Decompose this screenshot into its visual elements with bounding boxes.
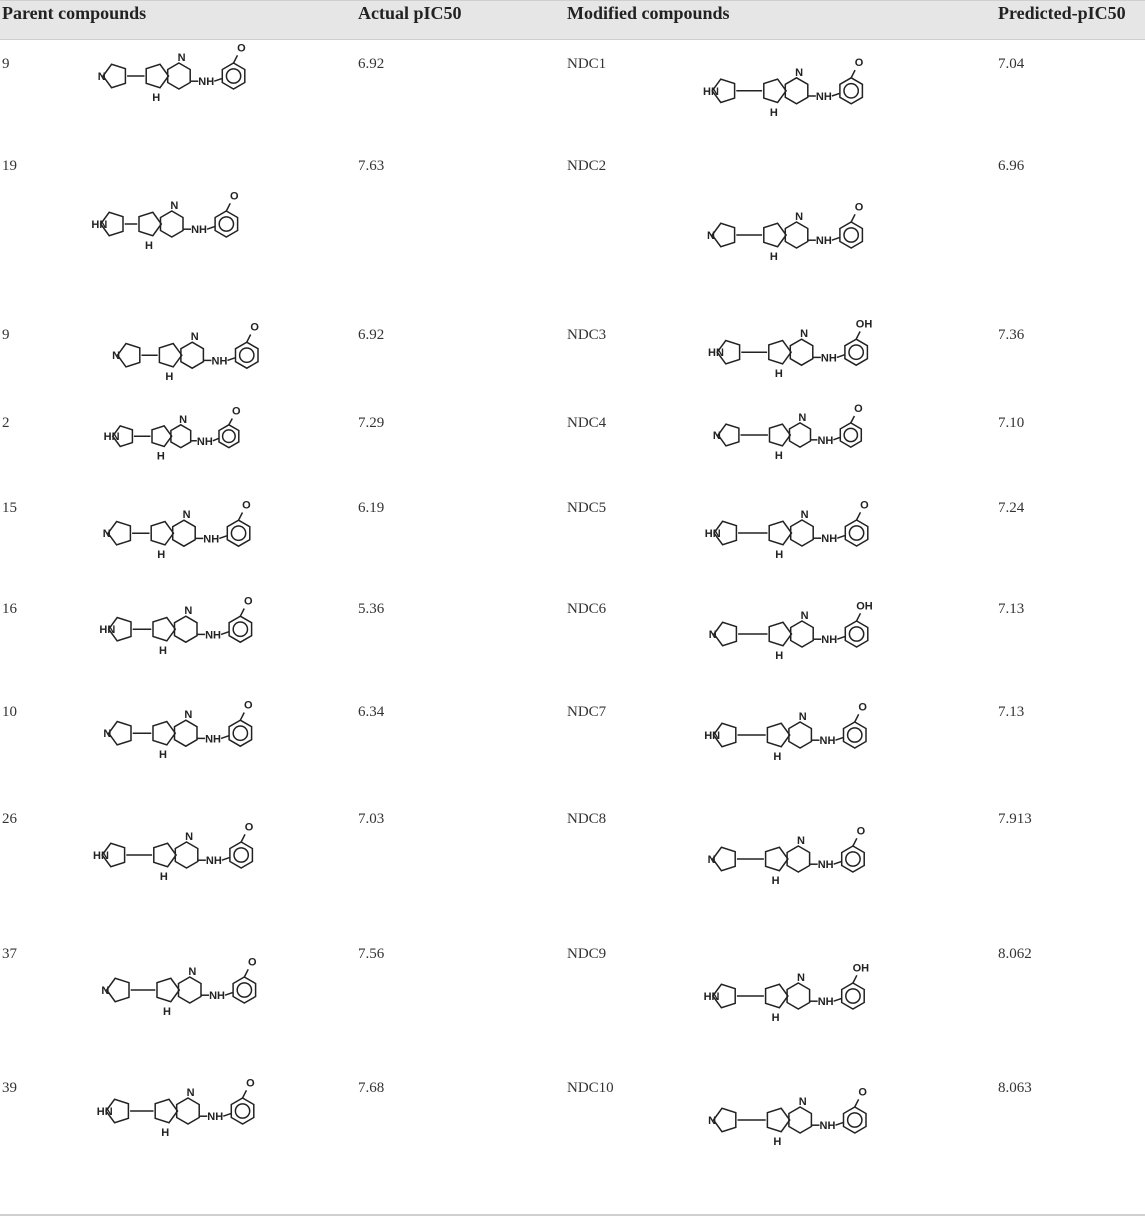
aromatic-circle [240, 348, 254, 362]
pyrrole-ring [770, 424, 791, 446]
bond [247, 335, 251, 343]
pyridine-ring [177, 1098, 200, 1124]
pyrrole-h-label: H [156, 450, 165, 463]
pyridine-n-label: N [800, 328, 809, 341]
header-modified-compounds: Modified compounds [567, 3, 730, 23]
bond [241, 834, 245, 842]
predicted-pic50-value: 7.913 [998, 811, 1032, 827]
parent-compound-id: 37 [2, 946, 17, 962]
pyrazole-ring [103, 64, 125, 87]
parent-compound-id: 26 [2, 811, 17, 827]
parent-compound-id: 39 [2, 1080, 17, 1096]
pyrrole-h-label: H [771, 875, 780, 887]
substituent-label: OH [856, 600, 873, 613]
aromatic-circle [233, 622, 247, 636]
pyrrole-h-label: H [774, 450, 783, 463]
actual-pic50-value: 5.36 [358, 601, 385, 617]
modified-compound-id: NDC6 [567, 601, 607, 617]
modified-structure [700, 1066, 915, 1156]
modified-compound-id: NDC1 [567, 56, 607, 72]
pyrazole-n-label: HN [704, 528, 721, 540]
modified-compound-id: NDC2 [567, 158, 607, 174]
substituent-label: O [244, 821, 254, 834]
aromatic-circle [844, 228, 858, 242]
nh-linker-label: NH [821, 533, 838, 546]
actual-pic50-value: 6.34 [358, 704, 385, 720]
substituent-label: O [242, 499, 251, 512]
predicted-pic50-value: 7.24 [998, 500, 1025, 516]
pyrrole-ring [155, 1099, 177, 1122]
pyridine-n-label: N [182, 509, 191, 522]
substituent-label: O [856, 825, 866, 838]
substituent-label: OH [855, 318, 873, 331]
pyridine-n-label: N [795, 66, 804, 79]
pyrrole-ring [153, 618, 175, 641]
pyrazole-ring [713, 847, 735, 870]
actual-pic50-value: 6.92 [358, 56, 385, 72]
pyrrole-h-label: H [773, 751, 782, 763]
pyridine-ring [181, 342, 204, 368]
pyridine-ring [791, 621, 814, 647]
pyrrole-h-label: H [769, 251, 778, 263]
modified-structure [700, 38, 905, 126]
pyridine-ring [791, 520, 814, 546]
aromatic-circle [846, 989, 860, 1003]
predicted-pic50-value: 8.063 [998, 1080, 1032, 1096]
bond [834, 999, 842, 1002]
aromatic-circle [219, 217, 233, 231]
aromatic-circle [849, 627, 863, 641]
parent-structure [99, 592, 275, 658]
bond [243, 1090, 247, 1098]
substituent-label: O [246, 1077, 255, 1090]
substituent-label: O [860, 499, 869, 512]
pyrrole-h-label: H [157, 549, 166, 562]
parent-structure [110, 318, 275, 384]
pyridine-ring [175, 842, 198, 868]
pyrazole-n-label: N [708, 629, 717, 641]
modified-structure [700, 930, 910, 1040]
substituent-label: O [243, 699, 253, 712]
substituent-label: O [232, 405, 241, 418]
bond [837, 637, 845, 640]
predicted-pic50-value: 7.13 [998, 601, 1025, 617]
nh-linker-label: NH [211, 355, 228, 368]
bond [835, 1123, 843, 1126]
nh-linker-label: NH [203, 533, 220, 546]
predicted-pic50-value: 7.36 [998, 327, 1025, 343]
pyridine-ring [175, 616, 198, 642]
substituent-label: O [229, 190, 239, 203]
pyridine-n-label: N [185, 831, 194, 843]
pyrazole-n-label: HN [704, 730, 721, 742]
modified-structure [705, 315, 910, 381]
bond [221, 632, 229, 635]
nh-linker-label: NH [819, 735, 836, 748]
parent-structure [100, 490, 270, 562]
nh-linker-label: NH [817, 996, 834, 1009]
pyrrole-ring [159, 344, 181, 367]
parent-compound-id: 9 [2, 327, 10, 343]
pyrazole-n-label: HN [93, 850, 109, 862]
pyridine-n-label: N [177, 52, 186, 64]
pyrrole-h-label: H [773, 1136, 782, 1148]
pyridine-n-label: N [800, 610, 809, 622]
nh-linker-label: NH [820, 352, 837, 365]
pyrazole-ring [714, 1108, 736, 1131]
actual-pic50-value: 7.56 [358, 946, 385, 962]
pyrrole-ring [766, 847, 788, 870]
pyrrole-h-label: H [165, 371, 174, 384]
bond [851, 214, 855, 222]
pyrazole-n-label: HN [103, 431, 120, 444]
pyridine-n-label: N [184, 605, 193, 618]
pyridine-ring [171, 425, 191, 448]
actual-pic50-value: 7.03 [358, 811, 385, 827]
bond [229, 418, 232, 424]
table-header [0, 0, 1145, 40]
bond [221, 736, 229, 739]
pyridine-ring [790, 339, 813, 365]
pyrazole-n-label: N [712, 430, 721, 442]
pyrrole-ring [766, 984, 788, 1007]
substituent-label: OH [852, 962, 870, 975]
header-actual-pic50: Actual pIC50 [358, 3, 462, 23]
aromatic-circle [237, 983, 251, 997]
pyrrole-ring [767, 723, 789, 746]
predicted-pic50-value: 7.10 [998, 415, 1025, 431]
bond [226, 203, 230, 211]
substituent-label: O [243, 595, 253, 608]
parent-structure [95, 1066, 290, 1141]
actual-pic50-value: 7.29 [358, 415, 385, 431]
pyrazole-ring [714, 622, 736, 645]
pyrrole-h-label: H [159, 871, 168, 883]
bond [244, 969, 248, 977]
substituent-label: O [854, 201, 864, 214]
pyrrole-h-label: H [152, 92, 161, 104]
pyridine-n-label: N [798, 711, 807, 723]
bond [213, 438, 219, 440]
nh-linker-label: NH [198, 76, 215, 89]
pyrazole-n-label: HN [703, 991, 720, 1003]
pyridine-n-label: N [800, 509, 809, 521]
modified-compound-id: NDC3 [567, 327, 607, 343]
bond [207, 227, 215, 230]
pyrazole-ring [108, 522, 130, 545]
modified-structure [700, 488, 920, 563]
aromatic-circle [849, 526, 863, 540]
bond [837, 355, 845, 358]
aromatic-circle [223, 430, 236, 443]
parent-structure [103, 405, 260, 463]
pyridine-n-label: N [179, 413, 188, 426]
bond [833, 437, 840, 439]
actual-pic50-value: 7.63 [358, 158, 385, 174]
predicted-pic50-value: 7.04 [998, 56, 1025, 72]
bond [225, 993, 233, 996]
parent-compound-id: 16 [2, 601, 17, 617]
pyridine-ring [173, 520, 196, 546]
pyrrole-h-label: H [159, 749, 167, 762]
pyrazole-n-label: N [708, 1115, 717, 1127]
pyrazole-n-label: N [97, 71, 106, 83]
pyrazole-n-label: N [101, 985, 110, 997]
pyridine-ring [175, 720, 198, 746]
pyridine-ring [787, 983, 810, 1009]
bond [219, 536, 227, 539]
pyridine-ring [168, 63, 191, 89]
aromatic-circle [844, 84, 858, 98]
pyrrole-h-label: H [145, 240, 153, 252]
aromatic-circle [846, 852, 860, 866]
parent-structure [100, 696, 275, 762]
bond [834, 862, 842, 865]
nh-linker-label: NH [819, 1120, 836, 1133]
modified-compound-id: NDC10 [567, 1080, 614, 1096]
pyrrole-ring [157, 978, 179, 1001]
pyrazole-n-label: N [112, 350, 121, 363]
pyrazole-n-label: HN [99, 624, 116, 637]
bond [855, 1099, 859, 1107]
modified-structure [705, 402, 910, 463]
actual-pic50-value: 6.19 [358, 500, 385, 516]
pyrazole-n-label: HN [708, 347, 724, 360]
pyrrole-ring [764, 79, 786, 102]
aromatic-circle [844, 428, 857, 441]
bond [856, 332, 860, 340]
parent-compound-id: 10 [2, 704, 17, 720]
pyrrole-h-label: H [775, 650, 784, 662]
aromatic-circle [231, 526, 245, 540]
pyrrole-ring [154, 843, 176, 866]
modified-compound-id: NDC4 [567, 415, 607, 431]
modified-compound-id: NDC8 [567, 811, 607, 827]
pyridine-n-label: N [795, 211, 804, 223]
pyridine-ring [785, 78, 808, 104]
substituent-label: O [854, 57, 864, 70]
parent-compound-id: 19 [2, 158, 17, 174]
pyrrole-ring [764, 223, 786, 246]
substituent-label: O [858, 701, 867, 714]
actual-pic50-value: 7.68 [358, 1080, 385, 1096]
nh-linker-label: NH [191, 224, 207, 237]
aromatic-circle [849, 345, 863, 359]
bond [857, 512, 861, 520]
pyrrole-ring [146, 64, 168, 87]
substituent-label: O [237, 42, 246, 55]
table-bottom-rule [0, 1214, 1145, 1216]
pyridine-ring [179, 977, 202, 1003]
pyrrole-h-label: H [161, 1127, 170, 1139]
bond [223, 1114, 231, 1117]
bond [214, 79, 222, 82]
pyridine-n-label: N [186, 1087, 195, 1099]
bond [832, 93, 840, 96]
pyrrole-h-label: H [771, 1012, 780, 1024]
pyridine-ring [787, 846, 810, 872]
pyridine-n-label: N [798, 1096, 807, 1108]
pyrazole-ring [712, 223, 734, 246]
pyrrole-h-label: H [163, 1006, 171, 1018]
bond [227, 358, 235, 361]
pyrrole-ring [152, 426, 172, 447]
bond [832, 238, 840, 241]
pyridine-n-label: N [188, 966, 197, 978]
predicted-pic50-value: 6.96 [998, 158, 1025, 174]
parent-structure [95, 930, 295, 1030]
aromatic-circle [848, 1113, 862, 1127]
pyrrole-h-label: H [159, 645, 167, 658]
pyrazole-n-label: N [707, 854, 716, 866]
pyridine-n-label: N [796, 835, 805, 847]
nh-linker-label: NH [207, 1111, 224, 1124]
aromatic-circle [848, 728, 862, 742]
header-parent-compounds: Parent compounds [2, 3, 147, 23]
predicted-pic50-value: 8.062 [998, 946, 1032, 962]
bond [853, 838, 857, 846]
pyrrole-ring [151, 522, 173, 545]
pyrazole-n-label: N [102, 528, 111, 541]
nh-linker-label: NH [196, 435, 213, 448]
header-predicted-pic50: Predicted-pIC50 [998, 3, 1126, 23]
pyrazole-ring [718, 424, 739, 446]
pyridine-ring [790, 423, 811, 447]
pyrazole-ring [107, 978, 129, 1001]
modified-structure [700, 696, 915, 761]
pyrazole-n-label: HN [703, 85, 719, 98]
pyridine-n-label: N [796, 972, 805, 984]
pyridine-n-label: N [798, 411, 807, 424]
substituent-label: O [247, 956, 257, 969]
aromatic-circle [235, 1104, 249, 1118]
pyrrole-ring [769, 341, 791, 364]
nh-linker-label: NH [815, 235, 832, 248]
bond [851, 416, 855, 423]
pyrazole-ring [118, 344, 140, 367]
pyridine-ring [785, 222, 808, 248]
bond [855, 714, 859, 722]
aromatic-circle [233, 726, 247, 740]
pyridine-ring [161, 211, 184, 237]
pyrazole-ring [109, 722, 131, 745]
pyridine-n-label: N [190, 331, 199, 344]
modified-compound-id: NDC5 [567, 500, 607, 516]
bond [222, 858, 230, 861]
modified-structure [700, 796, 910, 901]
pyrazole-n-label: HN [91, 219, 108, 231]
bond [835, 738, 843, 741]
pyrrole-h-label: H [774, 368, 783, 381]
bond [857, 613, 861, 621]
modified-structure [700, 592, 920, 662]
pyridine-n-label: N [170, 200, 179, 212]
pyridine-ring [789, 722, 812, 748]
modified-structure [700, 145, 905, 295]
pyrrole-h-label: H [769, 106, 778, 119]
bond [234, 55, 238, 63]
pyrrole-ring [769, 521, 791, 544]
pyrazole-n-label: N [103, 728, 112, 741]
parent-compound-id: 9 [2, 56, 10, 72]
pyrazole-n-label: N [706, 230, 715, 242]
nh-linker-label: NH [821, 634, 838, 647]
parent-compound-id: 15 [2, 500, 17, 516]
nh-linker-label: NH [209, 990, 225, 1003]
pyrrole-ring [769, 622, 791, 645]
nh-linker-label: NH [205, 733, 221, 746]
pyrrole-ring [139, 212, 161, 235]
bond [837, 536, 845, 539]
parent-structure [95, 40, 265, 104]
parent-structure [90, 798, 295, 893]
nh-linker-label: NH [817, 434, 834, 447]
bond [853, 975, 857, 983]
pyrazole-n-label: HN [96, 1106, 113, 1118]
actual-pic50-value: 6.92 [358, 327, 385, 343]
pyridine-n-label: N [184, 709, 193, 722]
nh-linker-label: NH [205, 629, 221, 642]
substituent-label: O [854, 403, 863, 416]
parent-compound-id: 2 [2, 415, 10, 431]
nh-linker-label: NH [817, 859, 834, 872]
substituent-label: O [250, 321, 259, 334]
aromatic-circle [234, 848, 248, 862]
modified-compound-id: NDC9 [567, 946, 607, 962]
pyrrole-ring [153, 722, 175, 745]
bond [239, 513, 243, 521]
pyrrole-ring [767, 1108, 789, 1131]
predicted-pic50-value: 7.13 [998, 704, 1025, 720]
nh-linker-label: NH [815, 91, 832, 103]
parent-structure [91, 143, 245, 278]
aromatic-circle [226, 69, 240, 83]
bond [851, 70, 855, 78]
substituent-label: O [858, 1086, 867, 1099]
nh-linker-label: NH [205, 855, 222, 868]
modified-compound-id: NDC7 [567, 704, 607, 720]
bond [240, 609, 244, 617]
pyridine-ring [789, 1107, 812, 1133]
pyrrole-h-label: H [775, 549, 784, 561]
bond [240, 713, 244, 721]
